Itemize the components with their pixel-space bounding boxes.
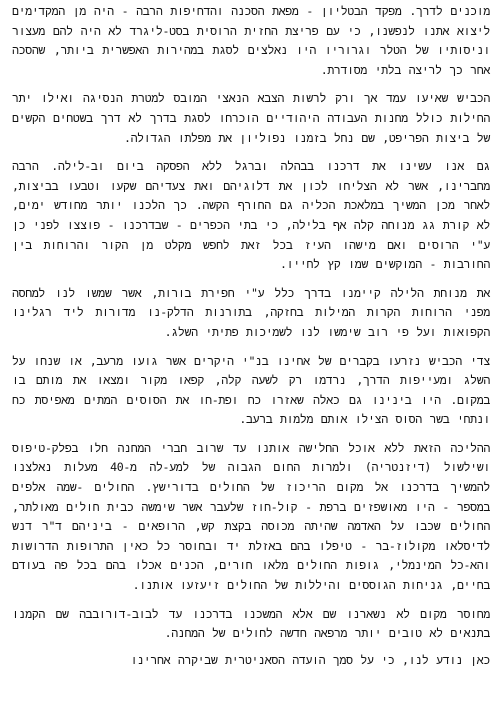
paragraph-1: מוכנים לדרך. מפקד הבטליון - מפאת הסכנה והדחיפות הרבה - היה מן המקדימים ליצוא אתנו לנפשנו, כי עם פריצת החזית הרוסית בסט-ליגרד לא היה להם מעצור וניסותיו של הטלר וגרוריו היו נאלצים לסגת במהירות האפשרית ביותר, שהסכה אחר כך לריצה בלתי מסודרת. xyxy=(12,4,490,77)
paragraph-5: צדי הכביש נזרעו בקברים של אחינו בנ"י היקרים אשר גועו מרעב, או שנחו על השלג ומעייפות הדרך, נרדמו רק לשעה קלה, קפאו מקור ומצאו את מותם בו במקום. היו בינינו גם כאלה שאזרו כח ופת-חו את הסוסים המתים מאפיסת כח ונתחי בשר הסוס הצילו אותם מלמות ברעב. xyxy=(12,353,490,427)
paragraph-7: מחוסר מקום לא נשארנו שם אלא המשכנו בדרכנו עד לבוב-דורובבה שם הקמנו בתנאים לא טובים יותר מרפאה חדשה לחולים של המחנה. xyxy=(12,606,490,641)
paragraph-4: את מנוחת הלילה קיימנו בדרך כלל ע"י חפירת בורות, אשר שמשו לנו למחסה מפני הרוחות הקרות המילות בחזקה, בתורנות הדלק-נו מדורות ליד רגלינו הקפואות ועל פי רוב שימשו לנו לשמיכות פתיתי השלג. xyxy=(12,285,490,339)
document-page xyxy=(12,2,490,679)
paragraph-3: גם אנו עשינו את דרכנו בבהלה וברגל ללא הפסקה ביום וב-לילה. הרבה מחברינו, אשר לא הצליחו לכון את דלוגיהם ואת צעדיהם שקעו וטבעו בביצות, לאחר מכן המשיך במלאכת הכליה גם החורף הקשה. כך הלכנו יותר מחודש ימים, לא קורת גג מנוחה קלה אף בלילה, כי בתי הכפרים - שבדרכנו - פוצצו לפני כן ע"י הרוסים ואם מישהו העיז בכל זאת לחפש מקלט מן הקור והרוחות בין החורבות - המוקשים שמו קץ לחייו. xyxy=(12,159,490,272)
paragraph-6: ההליכה הזאת ללא אוכל החלישה אותנו עד שרוב חברי המחנה חלו בפלק-טיפוס ושילשול (דיזנטריה) ולמרות החום הגבוה של למע-לה מ-40 מעלות נאלצנו להמשיך בדרכנו אל מקום הריכוז של החולים בדורישץ. החולים -שמה אלפים במספר - היו מאושפזים ברפת - קול-חוז שלעבר אשר שימשה כבית חולים מאולתר, החולים שכבו על האדמה שהיתה מכוסה בקצת קש, הרופאים - ביניהם ד"ר דנש לדיסלאו מקולוז-בר - טיפלו בהם באזלת יד ובחוסר כל כאין התרופות הדרושות והא-כל המינמלי, גופות החולים מלאו חורים, הכנים אכלו בהם בכל פה בעודם בחיים, גניחות הגוססים והיללות של החולים זיעזעו אותנו. xyxy=(12,440,490,593)
paragraph-2: הכביש שאיעו עמד אך ורק לרשות הצבא הנאצי המובס למטרת הנסיגה ואילו יתר החילות כולל מחנות העבודה היהודיים הוכרחו לסגת בדרך לא דרך בשטחים הקשים של ביצות הפריפט, שם נחל בזמנו נפוליון את מפלתו הגדולה. xyxy=(12,91,490,145)
paragraph-8: כאן נודע לנו, כי על סמך הועדה הסאניטרית שביקרה אחרינו xyxy=(130,652,490,667)
